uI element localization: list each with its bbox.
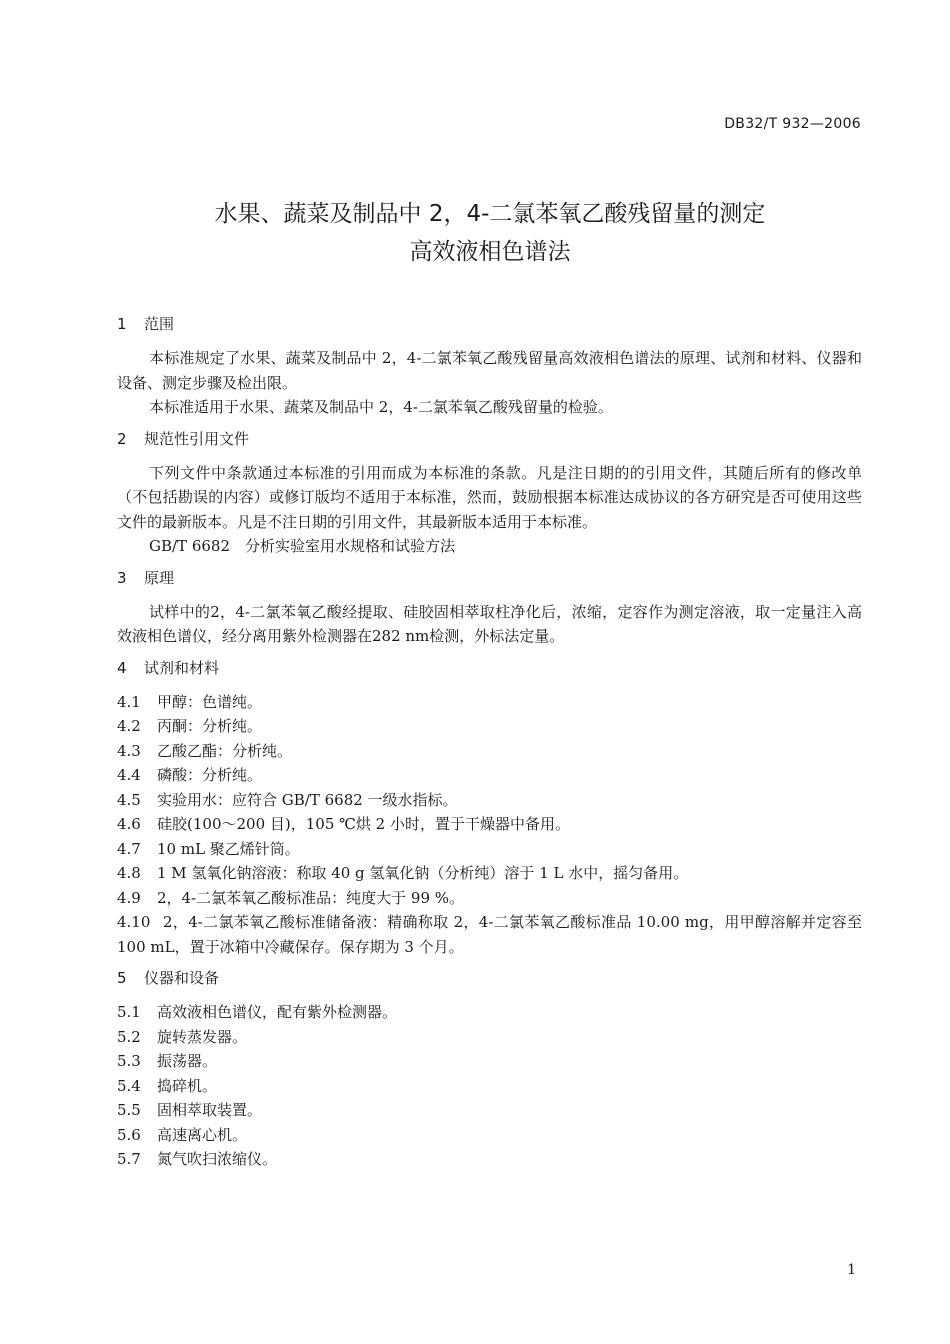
item-text: 旋转蒸发器。	[157, 1027, 248, 1046]
list-item	[117, 910, 862, 959]
list-item	[117, 714, 862, 739]
section-title: 试剂和材料	[144, 658, 220, 677]
item-text: 高效液相色谱仪，配有紫外检测器。	[157, 1003, 398, 1021]
section-number: 2	[117, 429, 127, 448]
item-number: 4.8	[117, 864, 141, 882]
item-text: 实验用水：应符合 GB/T 6682 一级水指标。	[157, 790, 458, 809]
list-item	[117, 1098, 862, 1123]
section-heading	[117, 656, 862, 680]
section-heading	[117, 966, 862, 990]
paragraph: 试样中的2，4-二氯苯氧乙酸经提取、硅胶固相萃取柱净化后，浓缩，定容作为测定溶液，取一定量注入高效液相色谱仪，经分离用紫外检测器在282 nm检测，外标法定量。	[117, 602, 862, 645]
section-heading	[117, 312, 862, 336]
section-number: 5	[117, 969, 127, 987]
list-item	[117, 1049, 862, 1074]
paragraph: 本标准规定了水果、蔬菜及制品中 2，4-二氯苯氧乙酸残留量高效液相色谱法的原理、试剂和材料、仪器和设备、测定步骤及检出限。	[117, 349, 862, 392]
section-title: 规范性引用文件	[144, 429, 250, 448]
item-number: 5.5	[117, 1101, 141, 1119]
list-item	[117, 690, 862, 715]
list-item	[117, 1123, 862, 1148]
item-text: 硅胶(100～200 目)，105 ℃烘 2 小时，置于干燥器中备用。	[157, 815, 570, 833]
section-scope	[117, 312, 862, 420]
section-title: 原理	[144, 568, 175, 587]
item-number: 5.4	[117, 1076, 141, 1095]
list-item	[117, 1147, 862, 1172]
item-number: 5.1	[117, 1003, 141, 1021]
item-number: 4.9	[117, 888, 141, 907]
item-text: 磷酸：分析纯。	[157, 766, 263, 784]
item-text: 丙酮：分析纯。	[157, 717, 263, 735]
list-item	[117, 837, 862, 862]
item-number: 5.7	[117, 1150, 141, 1168]
page-number: 1	[847, 1262, 856, 1278]
section-heading	[117, 566, 862, 590]
item-text: 氮气吹扫浓缩仪。	[157, 1150, 278, 1168]
section-principle	[117, 566, 862, 649]
paragraph: 本标准适用于水果、蔬菜及制品中 2，4-二氯苯氧乙酸残留量的检验。	[149, 398, 613, 416]
paragraph: 下列文件中条款通过本标准的引用而成为本标准的条款。凡是注日期的的引用文件，其随后所有的修改单（不包括勘误的内容）或修订版均不适用于本标准，然而，鼓励根据本标准达成协议的各方研究是否可使用这些文件的最新版本。凡是不注日期的引用文件，其最新版本适用于本标准。	[117, 463, 862, 531]
item-number: 4.1	[117, 692, 141, 711]
item-number: 4.6	[117, 815, 141, 833]
list-item	[117, 739, 862, 764]
list-item	[117, 1025, 862, 1050]
section-title: 仪器和设备	[144, 969, 220, 987]
list-item	[117, 1000, 862, 1025]
item-number: 4.4	[117, 766, 141, 784]
item-text: 甲醇：色谱纯。	[157, 692, 263, 711]
list-item	[117, 861, 862, 886]
section-number: 3	[117, 568, 127, 587]
item-number: 4.2	[117, 717, 141, 735]
document-title: 水果、蔬菜及制品中 2，4-二氯苯氧乙酸残留量的测定	[214, 201, 766, 227]
item-number: 4.5	[117, 790, 141, 809]
list-item	[117, 763, 862, 788]
item-number: 4.7	[117, 839, 141, 858]
document-body	[117, 312, 862, 1172]
item-number: 4.3	[117, 741, 141, 760]
reference-entry: GB/T 6682 分析实验室用水规格和试验方法	[149, 537, 456, 555]
item-text: 高速离心机。	[157, 1125, 248, 1144]
section-number: 4	[117, 658, 127, 677]
item-text: 捣碎机。	[157, 1076, 218, 1095]
list-item	[117, 788, 862, 813]
item-text: 1 M 氢氧化钠溶液：称取 40 g 氢氧化钠（分析纯）溶于 1 L 水中，摇匀备用。	[157, 864, 689, 882]
item-text: 振荡器。	[157, 1052, 218, 1070]
document-subtitle: 高效液相色谱法	[409, 239, 571, 265]
item-number: 5.6	[117, 1125, 141, 1144]
section-number: 1	[117, 315, 127, 333]
item-text: 固相萃取装置。	[157, 1101, 263, 1119]
section-title: 范围	[144, 315, 175, 333]
section-heading	[117, 427, 862, 451]
item-number: 5.3	[117, 1052, 141, 1070]
item-text: 乙酸乙酯：分析纯。	[157, 741, 293, 760]
section-references	[117, 427, 862, 559]
item-text: 2，4-二氯苯氧乙酸标准储备液：精确称取 2，4-二氯苯氧乙酸标准品 10.00 mg，用甲醇溶解并定容至 100 mL，置于冰箱中冷藏保存。保存期为 3 个月。	[117, 913, 862, 956]
item-number: 4.10	[117, 913, 151, 931]
section-reagents	[117, 656, 862, 960]
item-text: 10 mL 聚乙烯针筒。	[157, 839, 300, 858]
standard-code: DB32/T 932—2006	[724, 116, 861, 132]
item-text: 2，4-二氯苯氧乙酸标准品：纯度大于 99 %。	[157, 888, 465, 907]
item-number: 5.2	[117, 1027, 141, 1046]
list-item	[117, 812, 862, 837]
list-item	[117, 1074, 862, 1099]
section-apparatus	[117, 966, 862, 1172]
list-item	[117, 886, 862, 911]
